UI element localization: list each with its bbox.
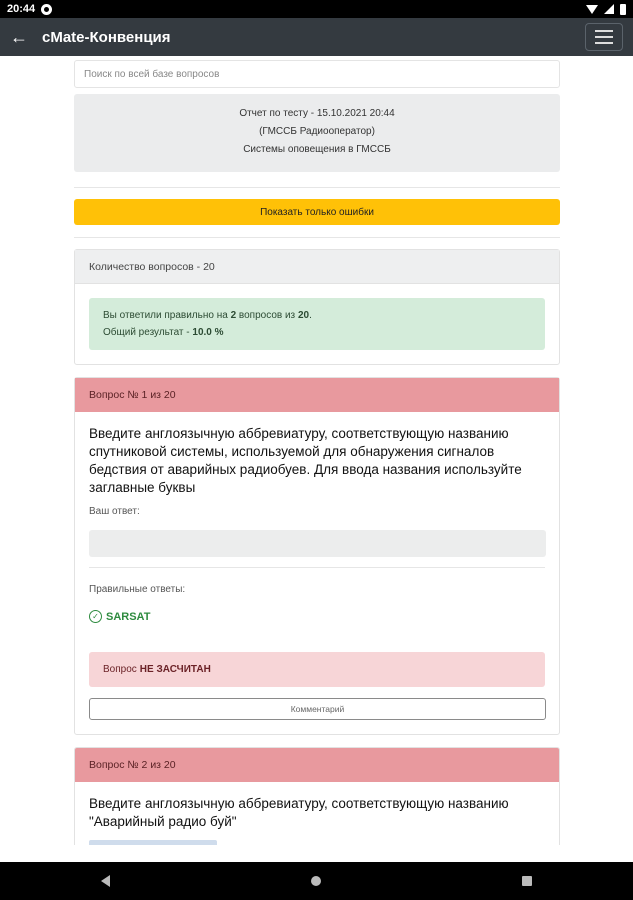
signal-icon (604, 4, 614, 14)
wifi-icon (586, 5, 598, 14)
answer-stub (89, 840, 217, 845)
google-icon (41, 4, 52, 15)
question-header: Вопрос № 1 из 20 (75, 378, 559, 412)
comment-button[interactable]: Комментарий (89, 698, 546, 720)
your-answer-label: Ваш ответ: (89, 506, 140, 517)
show-errors-button[interactable]: Показать только ошибки (74, 199, 560, 225)
report-topic: Системы оповещения в ГМССБ (243, 144, 391, 155)
question-card (74, 377, 560, 735)
nav-back-icon[interactable] (101, 875, 110, 887)
report-date: Отчет по тесту - 15.10.2021 20:44 (239, 108, 395, 119)
status-time: 20:44 (7, 3, 36, 15)
arrow-left-icon[interactable]: ← (10, 26, 28, 47)
report-info-box (74, 94, 560, 172)
answered-correct-count: 2 (230, 310, 237, 321)
main-content (74, 56, 560, 845)
report-category: (ГМССБ Радиооператор) (259, 126, 375, 137)
question-card (74, 747, 560, 845)
answered-total-count: 20 (297, 310, 310, 321)
result-line: Общий результат - 10.0 % (103, 327, 224, 338)
result-value: 10.0 % (192, 327, 224, 338)
hamburger-menu-icon[interactable] (585, 23, 623, 51)
nav-recent-apps-icon[interactable] (522, 876, 532, 886)
question-status-value: НЕ ЗАСЧИТАН (139, 664, 211, 675)
app-bar (0, 18, 633, 56)
question-status-alert: Вопрос НЕ ЗАСЧИТАН (89, 652, 545, 687)
divider (89, 567, 545, 568)
summary-card (74, 249, 560, 365)
your-answer-field (89, 530, 546, 557)
correct-answers-label: Правильные ответы: (89, 584, 186, 595)
battery-icon (620, 4, 626, 15)
question-text: Введите англоязычную аббревиатуру, соответствующую названию "Аварийный радио буй" (89, 796, 509, 829)
question-text: Введите англоязычную аббревиатуру, соответствующую названию спутниковой системы, используемой для обнаружения сигналов бедствия от аварийных радиобуев. Для ввода названия используйте заглавные буквы (89, 426, 522, 495)
nav-home-icon[interactable] (311, 876, 321, 886)
search-input[interactable] (74, 60, 560, 88)
system-nav-bar (0, 862, 633, 900)
correct-answer (89, 610, 545, 623)
status-bar (0, 0, 633, 18)
divider (74, 187, 560, 188)
correct-answer-text: SARSAT (106, 610, 151, 623)
result-alert (89, 298, 545, 350)
check-circle-icon: ✓ (89, 610, 102, 623)
question-header: Вопрос № 2 из 20 (75, 748, 559, 782)
divider (74, 237, 560, 238)
answered-line: Вы ответили правильно на 2 вопросов из 20. (103, 310, 312, 321)
summary-header: Количество вопросов - 20 (75, 250, 559, 284)
app-title: cMate-Конвенция (42, 28, 171, 46)
status-icons (586, 4, 626, 15)
